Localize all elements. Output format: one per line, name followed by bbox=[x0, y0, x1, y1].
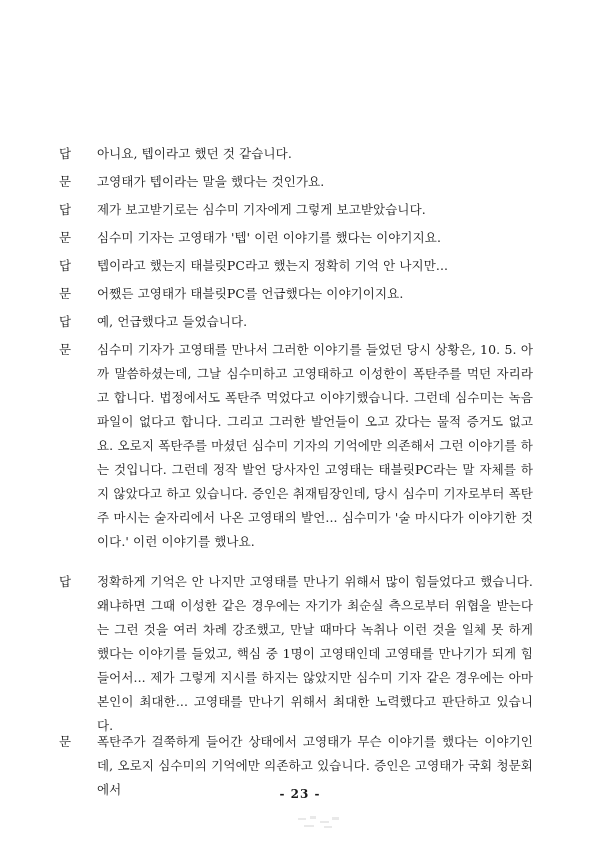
entry-text: 심수미 기자는 고영태가 '텝' 이런 이야기를 했다는 이야기지요. bbox=[97, 230, 442, 245]
page-number: - 23 - bbox=[279, 787, 321, 801]
entry-text: 어쨌든 고영태가 태블릿PC를 언급했다는 이야기이지요. bbox=[97, 286, 404, 301]
entry-text: 제가 보고받기로는 심수미 기자에게 그렇게 보고받았습니다. bbox=[97, 202, 426, 217]
speaker-label: 답 bbox=[59, 574, 72, 589]
entry-text: 고영태가 텝이라는 말을 했다는 것인가요. bbox=[97, 174, 325, 189]
speaker-label: 답 bbox=[59, 146, 72, 161]
speaker-label: 문 bbox=[59, 286, 72, 301]
speaker-label: 답 bbox=[59, 314, 72, 329]
speaker-label: 문 bbox=[59, 230, 72, 245]
speaker-label: 문 bbox=[59, 342, 72, 357]
entry-text: 아니요, 텝이라고 했던 것 같습니다. bbox=[97, 146, 292, 161]
speaker-label: 문 bbox=[59, 734, 72, 749]
entry-text: 정확하게 기억은 안 나지만 고영태를 만나기 위해서 많이 힘들었다고 했습니다. 왜냐하면 그때 이성한 같은 경우에는 자기가 최순실 측으로부터 위협을 받는다는 그런 것을 여러 차례 강조했고, 만날 때마다 녹취나 이런 것을 일체 못 하게 했다는 이야기를 들었고, 핵심 중 1명이 고영태인데 고영태를 만나기가 되게 힘들어서... 제가 그렇게 지시를 하지는 않았지만 심수미 기자 같은 경우에는 아마 본인이 최대한... 고영태를 만나기 위해서 최대한 노력했다고 판단하고 있습니다. bbox=[97, 574, 533, 733]
scan-smudge bbox=[296, 812, 346, 832]
entry-text: 심수미 기자가 고영태를 만나서 그러한 이야기를 들었던 당시 상황은, 10. 5. 아까 말씀하셨는데, 그날 심수미하고 고영태하고 이성한이 폭탄주를 먹던 자리라고 합니다. 법정에서도 폭탄주 먹었다고 이야기했습니다. 그런데 심수미는 녹음파일이 없다고 합니다. 그리고 그러한 발언들이 오고 갔다는 물적 증거도 없고요. 오로지 폭탄주를 마셨던 심수미 기자의 기억에만 의존해서 그런 이야기를 하는 것입니다. 그런데 정작 발언 당사자인 고영태는 태블릿PC라는 말 자체를 하지 않았다고 하고 있습니다. 증인은 취재팀장인데, 당시 심수미 기자로부터 폭탄주 마시는 술자리에서 나온 고영태의 발언... 심수미가 '술 마시다가 이야기한 것이다.' 이런 이야기를 했나요. bbox=[97, 342, 533, 549]
entry-text: 폭탄주가 걸쭉하게 들어간 상태에서 고영태가 무슨 이야기를 했다는 이야기인데, 오로지 심수미의 기억에만 의존하고 있습니다. 증인은 고영태가 국회 청문회에서 bbox=[97, 734, 533, 797]
speaker-label: 답 bbox=[59, 202, 72, 217]
speaker-label: 답 bbox=[59, 258, 72, 273]
entry-text: 예, 언급했다고 들었습니다. bbox=[97, 314, 248, 329]
entry-text: 텝이라고 했는지 태블릿PC라고 했는지 정확히 기억 안 나지만... bbox=[97, 258, 449, 273]
speaker-label: 문 bbox=[59, 174, 72, 189]
